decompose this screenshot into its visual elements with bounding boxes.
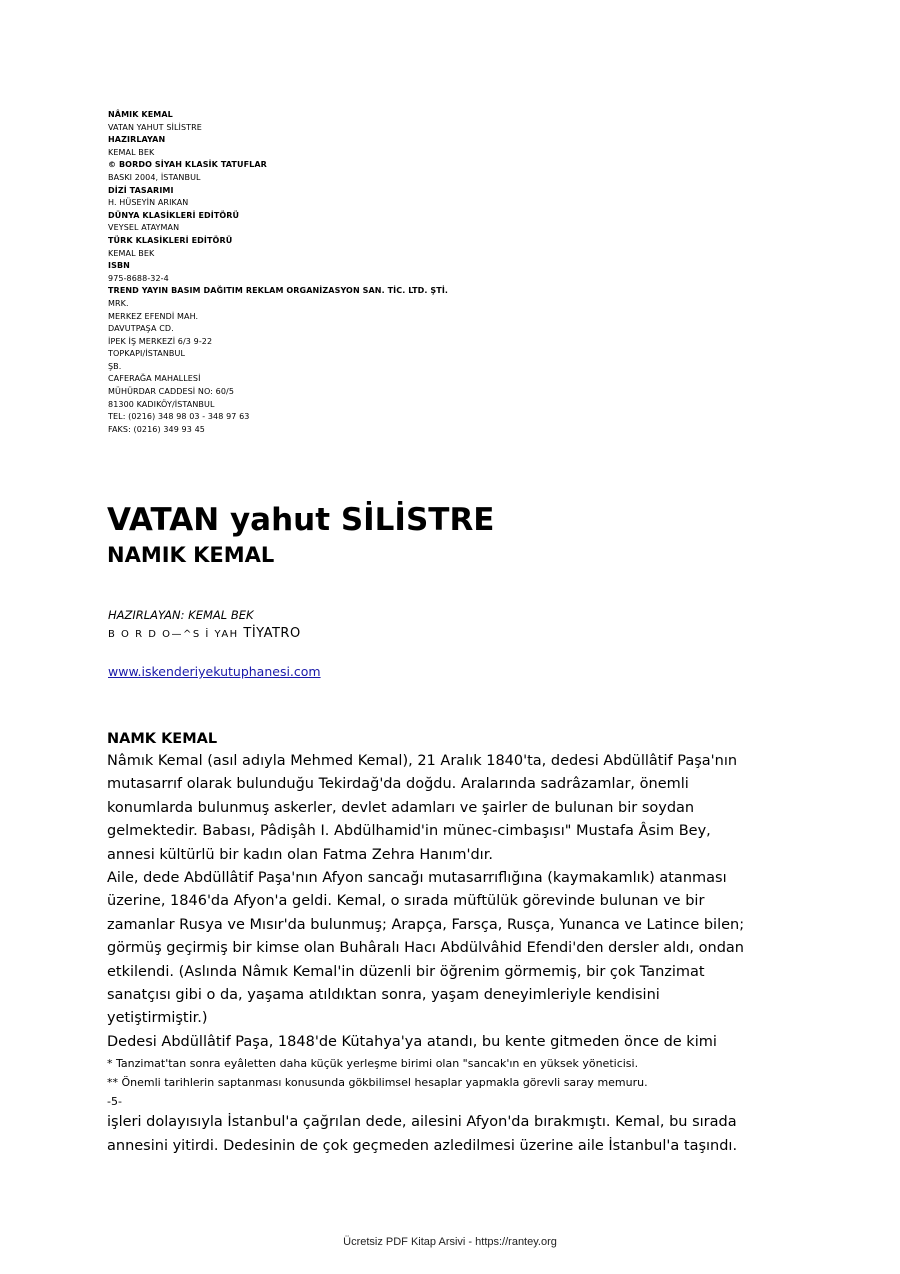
colophon-line: TREND YAYIN BASIM DAĞITIM REKLAM ORGANİZASYON SAN. TİC. LTD. ŞTİ. [108, 286, 449, 296]
colophon-line: © BORDO SİYAH KLASİK TATUFLAR [108, 160, 267, 170]
publication-meta [108, 606, 301, 645]
colophon-line: TEL: (0216) 348 98 03 - 348 97 63 [108, 412, 250, 422]
colophon-line: DÜNYA KLASİKLERİ EDİTÖRÜ [108, 210, 240, 220]
publisher-line [108, 624, 301, 645]
footnotes [107, 1054, 797, 1092]
publisher-big: TİYATRO [243, 626, 301, 641]
paragraph-line: mutasarrıf olarak bulunduğu Tekirdağ'da doğdu. Aralarında sadrâzamlar, önemli [107, 776, 689, 793]
colophon-line: DİZİ TASARIMI [108, 185, 174, 195]
colophon-line: TÜRK KLASİKLERİ EDİTÖRÜ [108, 235, 233, 245]
colophon-line: MRK. [108, 298, 129, 308]
colophon-line: KEMAL BEK [108, 147, 155, 157]
continuation-lines [107, 1111, 797, 1158]
paragraph-line: annesini yitirdi. Dedesinin de çok geçmeden azledilmesi üzerine aile İstanbul'a taşındı. [107, 1137, 738, 1154]
body-text [107, 728, 797, 1158]
colophon-line: MERKEZ EFENDİ MAH. [108, 311, 199, 321]
paragraph-line: Nâmık Kemal (asıl adıyla Mehmed Kemal), 21 Aralık 1840'ta, dedesi Abdüllâtif Paşa'nın [107, 753, 738, 769]
colophon-line: FAKS: (0216) 349 93 45 [108, 424, 205, 434]
section-heading: NAMK KEMAL [107, 731, 218, 747]
colophon-line: VATAN YAHUT SİLİSTRE [108, 122, 202, 132]
footnote-line: * Tanzimat'tan sonra eyâletten daha küçük yerleşme birimi olan "sancak'ın en yüksek yöneticisi. [107, 1057, 639, 1071]
colophon-line: ŞB. [108, 361, 122, 371]
colophon-line: CAFERAĞA MAHALLESİ [108, 374, 201, 384]
colophon-line: ISBN [108, 261, 130, 271]
colophon-line: İPEK İŞ MERKEZİ 6/3 9-22 [108, 336, 213, 346]
footnote-line: ** Önemli tarihlerin saptanması konusunda gökbilimsel hesaplar yapmakla görevli saray memuru. [107, 1076, 648, 1090]
colophon-line: NÂMIK KEMAL [108, 110, 173, 119]
paragraph-line: Dedesi Abdüllâtif Paşa, 1848'de Kütahya'ya atandı, bu kente gitmeden önce de kimi [107, 1033, 717, 1050]
editor-credit: HAZIRLAYAN: KEMAL BEK [108, 608, 254, 622]
paragraph-line: gelmektedir. Babası, Pâdişâh I. Abdülhamid'in münec-cimbaşısı" Mustafa Âsim Bey, [107, 823, 711, 840]
paragraph-line: yetiştirmiştir.) [107, 1010, 208, 1027]
colophon-line: BASKI 2004, İSTANBUL [108, 172, 201, 182]
colophon [108, 109, 808, 436]
publisher-small: B O R D O—^S İ YAH [108, 629, 244, 640]
page-number: -5- [107, 1095, 122, 1109]
colophon-line: 975-8688-32-4 [108, 273, 169, 283]
colophon-line: HAZIRLAYAN [108, 135, 166, 145]
paragraph-line: sanatçısı gibi o da, yaşama atıldıktan sonra, yaşam deneyimleriyle kendisini [107, 987, 660, 1004]
paragraph-line: annesi kültürlü bir kadın olan Fatma Zehra Hanım'dır. [107, 846, 493, 863]
paragraph-line: zamanlar Rusya ve Mısır'da bulunmuş; Arapça, Farsça, Rusça, Yunanca ve Latince bilen; [107, 916, 745, 933]
paragraph-line: konumlarda bulunmuş askerler, devlet adamları ve şairler de bulunan bir soydan [107, 799, 695, 816]
colophon-line: TOPKAPI/İSTANBUL [108, 349, 186, 359]
website-link[interactable]: www.iskenderiyekutuphanesi.com [108, 664, 321, 679]
paragraph-line: üzerine, 1846'da Afyon'a geldi. Kemal, o sırada müftülük görevinde bulunan ve bir [107, 893, 705, 910]
book-title: VATAN yahut SİLİSTRE [107, 502, 495, 538]
paragraph-lines [107, 750, 797, 1054]
paragraph-line: işleri dolayısıyla İstanbul'a çağrılan dede, ailesini Afyon'da bırakmıştı. Kemal, bu sırada [107, 1114, 737, 1131]
colophon-line: 81300 KADIKÖY/İSTANBUL [108, 399, 215, 409]
paragraph-line: Aile, dede Abdüllâtif Paşa'nın Afyon sancağı mutasarrıflığına (kaymakamlık) atanması [107, 870, 727, 887]
colophon-line: MÜHÜRDAR CADDESİ NO: 60/5 [108, 387, 235, 397]
colophon-line: KEMAL BEK [108, 248, 155, 258]
title-block [107, 500, 495, 570]
colophon-line: H. HÜSEYİN ARIKAN [108, 198, 189, 208]
paragraph-line: görmüş geçirmiş bir kimse olan Buhâralı Hacı Abdülvâhid Efendi'den dersler aldı, ondan [107, 940, 744, 957]
colophon-line: VEYSEL ATAYMAN [108, 223, 180, 233]
footer-text: Ücretsiz PDF Kitap Arsivi - https://rantey.org [343, 1236, 557, 1248]
book-author: NAMIK KEMAL [107, 543, 275, 567]
paragraph-line: etkilendi. (Aslında Nâmık Kemal'in düzenli bir öğrenim görmemiş, bir çok Tanzimat [107, 963, 705, 980]
colophon-line: DAVUTPAŞA CD. [108, 324, 174, 334]
